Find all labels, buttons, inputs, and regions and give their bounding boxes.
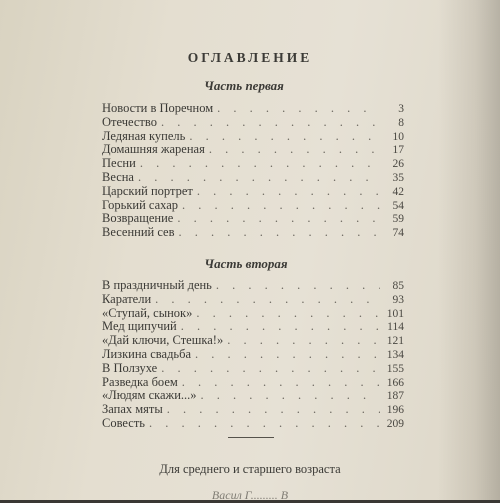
toc-part-two [102,279,404,431]
toc-heading: ОГЛАВЛЕНИЕ [187,50,313,65]
toc-entry-page-number: 209 [386,417,404,430]
cut-off-line: Васил Г......... В [211,488,289,502]
dot-leader [209,143,380,157]
dot-leader [177,212,380,226]
toc-entry [102,320,404,334]
toc-entry-title: Весна [102,169,134,184]
toc-entry-page-number: 93 [392,293,404,306]
toc-entry [102,199,404,213]
toc-entry-title: Новости в Поречном [102,101,214,115]
dot-leader [161,116,380,130]
toc-entry [102,143,404,157]
toc-entry-page-number: 54 [392,199,404,212]
toc-entry-title: В Ползухе [102,360,158,375]
toc-entry [102,116,404,130]
dot-leader [140,157,380,171]
toc-entry [102,130,404,144]
toc-entry-title: Отечество [102,114,157,129]
toc-entry [102,157,404,171]
toc-entry-page-number: 26 [392,158,404,171]
toc-entry [102,212,404,226]
dot-leader [195,348,380,362]
toc-entry [102,362,404,376]
dot-leader [167,403,380,417]
toc-entry-title: Запах мяты [102,402,163,417]
dot-leader [182,199,380,213]
toc-entry-title: «Ступай, сынок» [102,305,193,320]
toc-entry-page-number: 3 [398,103,404,115]
toc-entry-page-number: 74 [392,227,404,240]
dot-leader [197,185,380,199]
toc-entry-page-number: 196 [386,404,404,417]
dot-leader [161,362,380,376]
part-two-title: Часть вторая [204,256,288,271]
toc-entry-title: Весенний сев [102,225,175,240]
toc-entry [102,102,404,116]
dot-leader [201,389,380,403]
toc-entry [102,376,404,390]
toc-entry-title: Мед щипучий [102,319,177,334]
page-edge-shadow [438,0,500,500]
divider-rule [228,437,274,438]
dot-leader [155,293,380,307]
toc-entry [102,279,404,293]
toc-part-one [102,102,404,240]
dot-leader [227,334,380,348]
toc-entry-page-number: 85 [392,280,404,292]
toc-entry-page-number: 42 [392,185,404,198]
toc-entry-title: Лизкина свадьба [102,346,192,361]
toc-entry-title: Горький сахар [102,197,179,212]
toc-entry-title: В праздничный день [102,278,212,292]
toc-entry [102,226,404,240]
toc-entry-page-number: 17 [392,144,404,157]
toc-entry-page-number: 155 [386,362,404,375]
toc-entry-title: Ледяная купель [102,128,186,143]
toc-entry [102,185,404,199]
dot-leader [178,226,380,240]
toc-entry [102,307,404,321]
toc-entry [102,417,404,431]
toc-entry-page-number: 166 [386,376,404,389]
toc-entry [102,293,404,307]
toc-entry-page-number: 187 [386,390,404,403]
toc-entry-page-number: 8 [398,116,404,129]
toc-entry-page-number: 121 [386,335,404,348]
toc-entry [102,389,404,403]
toc-entry-title: Домашняя жареная [102,142,205,157]
toc-entry-page-number: 114 [387,321,404,334]
toc-entry-page-number: 134 [386,348,404,361]
dot-leader [138,171,380,185]
toc-entry-title: «Людям скажи...» [102,388,197,403]
toc-entry [102,334,404,348]
toc-entry-title: Возвращение [102,211,174,226]
toc-entry-title: «Дай ключи, Стешка!» [102,333,224,348]
toc-entry [102,171,404,185]
toc-entry-title: Разведка боем [102,374,178,389]
toc-entry-page-number: 101 [386,307,404,320]
part-one-title: Часть первая [204,78,284,93]
toc-entry-title: Песни [102,156,136,171]
dot-leader [149,417,380,431]
toc-entry-title: Каратели [102,291,152,306]
toc-entry [102,403,404,417]
dot-leader [216,279,380,293]
toc-entry-page-number: 10 [392,130,404,143]
toc-entry [102,348,404,362]
age-note: Для среднего и старшего возраста [159,462,341,476]
toc-entry-page-number: 35 [392,171,404,184]
toc-entry-page-number: 59 [392,213,404,226]
dot-leader [182,376,380,390]
dot-leader [217,102,380,116]
dot-leader [196,307,380,321]
dot-leader [189,130,380,144]
toc-entry-title: Царский портрет [102,183,193,198]
toc-entry-title: Совесть [102,415,145,430]
dot-leader [181,320,380,334]
